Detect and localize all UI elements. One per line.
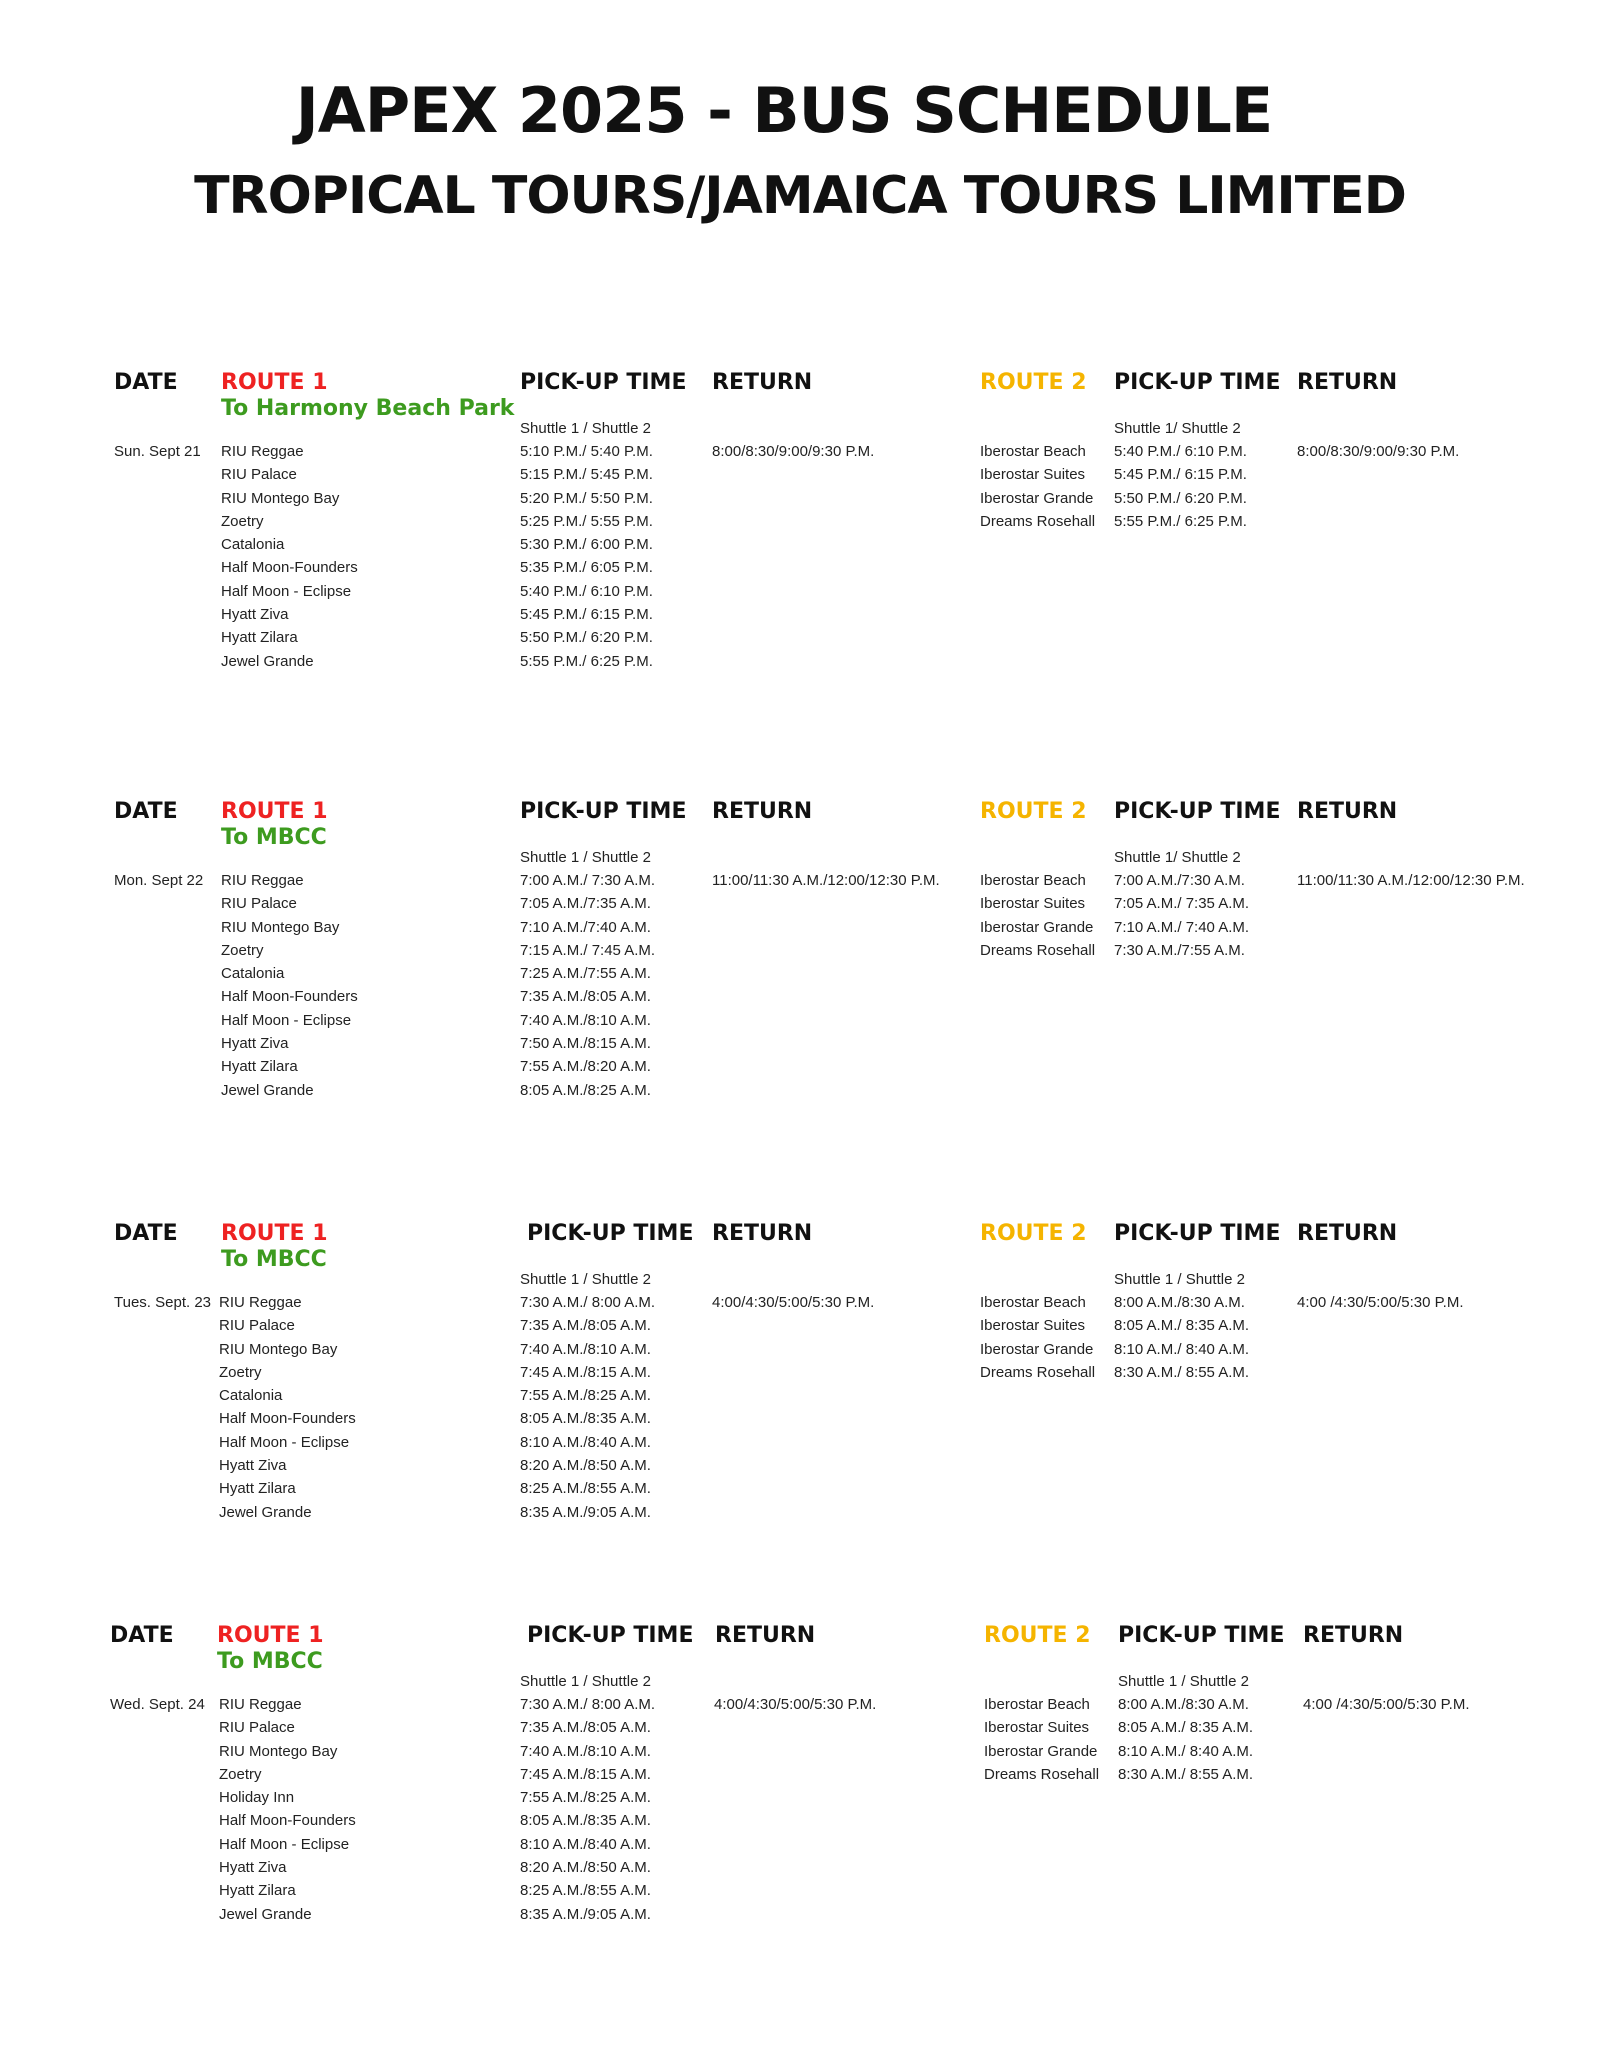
- route1-shuttle-label: Shuttle 1 / Shuttle 2: [520, 849, 651, 866]
- route2-stop-list: [984, 1693, 1099, 1786]
- route1-stop-list: [219, 1291, 356, 1524]
- route1-pickup-time: 8:05 A.M./8:35 A.M.: [520, 1812, 651, 1830]
- route1-pickup-time: 7:40 A.M./8:10 A.M.: [520, 1742, 651, 1760]
- schedule-section: [0, 1617, 1600, 1947]
- route2-pickup-time: 5:40 P.M./ 6:10 P.M.: [1114, 443, 1247, 460]
- route2-pickup-header: PICK-UP TIME: [1118, 1623, 1285, 1648]
- route2-return-times: 8:00/8:30/9:00/9:30 P.M.: [1297, 443, 1460, 460]
- route1-stop: RIU Reggae: [219, 1696, 302, 1713]
- route1-pickup-time: 8:25 A.M./8:55 A.M.: [520, 1882, 651, 1900]
- route2-return-times: 4:00 /4:30/5:00/5:30 P.M.: [1303, 1696, 1470, 1713]
- route1-pickup-header: PICK-UP TIME: [520, 370, 687, 395]
- route1-pickup-time: 7:15 A.M./ 7:45 A.M.: [520, 941, 656, 959]
- route1-stop: Hyatt Zilara: [219, 1480, 296, 1498]
- route1-pickup-time: 5:50 P.M./ 6:20 P.M.: [520, 629, 653, 647]
- route1-stop: RIU Montego Bay: [219, 1340, 338, 1358]
- schedule-section: [0, 1215, 1600, 1545]
- route2-stop: Iberostar Grande: [980, 918, 1094, 936]
- route2-stop: Dreams Rosehall: [980, 1363, 1096, 1381]
- route1-stop: Jewel Grande: [219, 1503, 312, 1521]
- route1-stop: Zoetry: [221, 512, 264, 530]
- route2-return-times: 11:00/11:30 A.M./12:00/12:30 P.M.: [1297, 872, 1525, 889]
- route2-header: ROUTE 2: [984, 1623, 1091, 1648]
- route1-pickup-header: PICK-UP TIME: [527, 1221, 694, 1246]
- route1-stop: RIU Montego Bay: [219, 1742, 338, 1760]
- route1-shuttle-label: Shuttle 1 / Shuttle 2: [520, 1673, 651, 1690]
- route2-return-header: RETURN: [1297, 370, 1398, 395]
- route2-pickup-header: PICK-UP TIME: [1114, 1221, 1281, 1246]
- route2-shuttle-label: Shuttle 1 / Shuttle 2: [1118, 1673, 1249, 1690]
- route1-return-header: RETURN: [712, 1221, 813, 1246]
- route1-stop: Jewel Grande: [219, 1905, 312, 1923]
- route1-header: ROUTE 1: [221, 370, 328, 395]
- route1-header: ROUTE 1: [221, 1221, 328, 1246]
- route1-pickup-time: 7:55 A.M./8:25 A.M.: [520, 1387, 651, 1405]
- route2-pickup-time: 5:55 P.M./ 6:25 P.M.: [1114, 512, 1247, 530]
- route1-pickup-header: PICK-UP TIME: [527, 1623, 694, 1648]
- route1-stop: RIU Palace: [221, 466, 297, 484]
- route1-time-list: [520, 1693, 655, 1926]
- route1-stop: Hyatt Zilara: [221, 629, 298, 647]
- route1-stop-list: [219, 1693, 356, 1926]
- route1-stop: Half Moon-Founders: [221, 559, 358, 577]
- route2-time-list: [1114, 440, 1247, 533]
- route1-return-header: RETURN: [712, 370, 813, 395]
- route1-stop: RIU Reggae: [221, 872, 304, 889]
- route1-stop: Catalonia: [219, 1387, 283, 1405]
- route2-stop: Iberostar Grande: [984, 1742, 1098, 1760]
- route1-stop: Hyatt Ziva: [221, 606, 289, 624]
- route1-pickup-time: 7:30 A.M./ 8:00 A.M.: [520, 1294, 656, 1311]
- route2-pickup-time: 8:00 A.M./8:30 A.M.: [1118, 1696, 1249, 1713]
- route1-pickup-time: 7:40 A.M./8:10 A.M.: [520, 1340, 651, 1358]
- date-header: DATE: [114, 1221, 178, 1246]
- route1-pickup-time: 7:05 A.M./7:35 A.M.: [520, 895, 651, 913]
- route1-stop: Hyatt Zilara: [219, 1882, 296, 1900]
- route1-stop: Half Moon-Founders: [219, 1812, 356, 1830]
- route2-stop: Iberostar Suites: [980, 895, 1086, 913]
- route2-pickup-time: 5:45 P.M./ 6:15 P.M.: [1114, 466, 1247, 484]
- route1-shuttle-label: Shuttle 1 / Shuttle 2: [520, 1271, 651, 1288]
- route1-pickup-time: 5:35 P.M./ 6:05 P.M.: [520, 559, 653, 577]
- route1-stop: Half Moon - Eclipse: [221, 582, 352, 600]
- route1-pickup-time: 7:45 A.M./8:15 A.M.: [520, 1363, 651, 1381]
- route1-pickup-time: 8:10 A.M./8:40 A.M.: [520, 1835, 651, 1853]
- route1-pickup-time: 7:55 A.M./8:25 A.M.: [520, 1789, 651, 1807]
- route1-return-times: 11:00/11:30 A.M./12:00/12:30 P.M.: [712, 872, 940, 889]
- route2-return-header: RETURN: [1297, 799, 1398, 824]
- schedule-section: [0, 793, 1600, 1123]
- route1-stop: Half Moon-Founders: [221, 988, 358, 1006]
- route1-stop: Jewel Grande: [221, 1081, 314, 1099]
- route1-stop: Zoetry: [219, 1765, 262, 1783]
- route2-pickup-time: 8:05 A.M./ 8:35 A.M.: [1114, 1317, 1250, 1335]
- route2-stop: Iberostar Beach: [980, 443, 1086, 460]
- route1-pickup-time: 8:20 A.M./8:50 A.M.: [520, 1859, 651, 1877]
- route2-pickup-time: 7:00 A.M./7:30 A.M.: [1114, 872, 1245, 889]
- route1-stop-list: [221, 869, 358, 1102]
- route1-pickup-time: 5:20 P.M./ 5:50 P.M.: [520, 489, 653, 507]
- route1-pickup-time: 7:35 A.M./8:05 A.M.: [520, 1317, 651, 1335]
- route2-pickup-time: 8:05 A.M./ 8:35 A.M.: [1118, 1719, 1254, 1737]
- route2-pickup-header: PICK-UP TIME: [1114, 799, 1281, 824]
- route1-pickup-time: 8:05 A.M./8:35 A.M.: [520, 1410, 651, 1428]
- route2-shuttle-label: Shuttle 1 / Shuttle 2: [1114, 1271, 1245, 1288]
- route1-pickup-time: 5:30 P.M./ 6:00 P.M.: [520, 536, 653, 554]
- route1-stop: RIU Reggae: [221, 443, 304, 460]
- route2-stop: Iberostar Beach: [980, 872, 1086, 889]
- route2-time-list: [1114, 1291, 1249, 1384]
- route1-stop: Catalonia: [221, 536, 285, 554]
- route1-stop: Half Moon - Eclipse: [219, 1433, 350, 1451]
- route2-stop: Dreams Rosehall: [980, 512, 1096, 530]
- route1-stop: Jewel Grande: [221, 652, 314, 670]
- date-value: Wed. Sept. 24: [110, 1696, 205, 1713]
- route2-stop: Iberostar Grande: [980, 1340, 1094, 1358]
- route1-pickup-time: 7:45 A.M./8:15 A.M.: [520, 1765, 651, 1783]
- route1-pickup-time: 7:55 A.M./8:20 A.M.: [520, 1058, 651, 1076]
- route2-stop: Iberostar Suites: [984, 1719, 1090, 1737]
- route1-stop: RIU Reggae: [219, 1294, 302, 1311]
- date-value: Mon. Sept 22: [114, 872, 204, 889]
- route1-pickup-time: 5:40 P.M./ 6:10 P.M.: [520, 582, 653, 600]
- route1-stop: RIU Palace: [221, 895, 297, 913]
- schedule-section: [0, 364, 1600, 694]
- route1-return-times: 8:00/8:30/9:00/9:30 P.M.: [712, 443, 875, 460]
- route1-stop: RIU Palace: [219, 1317, 295, 1335]
- route2-stop: Iberostar Grande: [980, 489, 1094, 507]
- route1-pickup-time: 7:40 A.M./8:10 A.M.: [520, 1011, 651, 1029]
- route1-stop: Zoetry: [221, 941, 264, 959]
- route2-stop: Dreams Rosehall: [984, 1765, 1100, 1783]
- route1-pickup-time: 7:10 A.M./7:40 A.M.: [520, 918, 651, 936]
- route1-return-times: 4:00/4:30/5:00/5:30 P.M.: [712, 1294, 875, 1311]
- route2-pickup-time: 7:30 A.M./7:55 A.M.: [1114, 941, 1245, 959]
- route2-pickup-time: 7:05 A.M./ 7:35 A.M.: [1114, 895, 1250, 913]
- route2-pickup-time: 8:30 A.M./ 8:55 A.M.: [1114, 1363, 1250, 1381]
- route1-pickup-time: 7:00 A.M./ 7:30 A.M.: [520, 872, 656, 889]
- route1-pickup-time: 8:10 A.M./8:40 A.M.: [520, 1433, 651, 1451]
- route1-pickup-time: 8:20 A.M./8:50 A.M.: [520, 1457, 651, 1475]
- route1-pickup-time: 7:25 A.M./7:55 A.M.: [520, 965, 651, 983]
- route1-return-header: RETURN: [715, 1623, 816, 1648]
- route1-stop: Hyatt Ziva: [221, 1035, 289, 1053]
- route2-header: ROUTE 2: [980, 1221, 1087, 1246]
- route1-stop: Half Moon-Founders: [219, 1410, 356, 1428]
- route1-header: ROUTE 1: [217, 1623, 324, 1648]
- route1-time-list: [520, 1291, 655, 1524]
- route1-stop: RIU Montego Bay: [221, 918, 340, 936]
- route1-pickup-time: 5:10 P.M./ 5:40 P.M.: [520, 443, 653, 460]
- route1-pickup-time: 5:15 P.M./ 5:45 P.M.: [520, 466, 653, 484]
- route2-return-times: 4:00 /4:30/5:00/5:30 P.M.: [1297, 1294, 1464, 1311]
- route2-pickup-time: 8:00 A.M./8:30 A.M.: [1114, 1294, 1245, 1311]
- route2-stop: Dreams Rosehall: [980, 941, 1096, 959]
- date-value: Tues. Sept. 23: [114, 1294, 212, 1311]
- route1-stop-list: [221, 440, 358, 673]
- route1-pickup-time: 7:35 A.M./8:05 A.M.: [520, 988, 651, 1006]
- route1-header: ROUTE 1: [221, 799, 328, 824]
- route2-stop-list: [980, 440, 1095, 533]
- route1-stop: Hyatt Zilara: [221, 1058, 298, 1076]
- route2-shuttle-label: Shuttle 1/ Shuttle 2: [1114, 420, 1241, 437]
- route2-header: ROUTE 2: [980, 799, 1087, 824]
- route1-pickup-time: 8:35 A.M./9:05 A.M.: [520, 1503, 651, 1521]
- route1-pickup-time: 7:50 A.M./8:15 A.M.: [520, 1035, 651, 1053]
- date-header: DATE: [110, 1623, 174, 1648]
- route2-shuttle-label: Shuttle 1/ Shuttle 2: [1114, 849, 1241, 866]
- route2-pickup-time: 5:50 P.M./ 6:20 P.M.: [1114, 489, 1247, 507]
- route1-time-list: [520, 440, 653, 673]
- route1-shuttle-label: Shuttle 1 / Shuttle 2: [520, 420, 651, 437]
- destination-label: To Harmony Beach Park: [221, 396, 515, 421]
- route2-stop: Iberostar Beach: [980, 1294, 1086, 1311]
- date-header: DATE: [114, 370, 178, 395]
- route2-pickup-time: 8:30 A.M./ 8:55 A.M.: [1118, 1765, 1254, 1783]
- route1-stop: Zoetry: [219, 1363, 262, 1381]
- route2-pickup-header: PICK-UP TIME: [1114, 370, 1281, 395]
- date-header: DATE: [114, 799, 178, 824]
- route2-pickup-time: 8:10 A.M./ 8:40 A.M.: [1114, 1340, 1250, 1358]
- route2-stop-list: [980, 1291, 1095, 1384]
- route2-return-header: RETURN: [1303, 1623, 1404, 1648]
- route1-stop: Hyatt Ziva: [219, 1859, 287, 1877]
- route1-pickup-time: 7:35 A.M./8:05 A.M.: [520, 1719, 651, 1737]
- route1-return-header: RETURN: [712, 799, 813, 824]
- route1-stop: Half Moon - Eclipse: [219, 1835, 350, 1853]
- page-subtitle: TROPICAL TOURS/JAMAICA TOURS LIMITED: [194, 166, 1406, 226]
- date-value: Sun. Sept 21: [114, 443, 201, 460]
- route2-return-header: RETURN: [1297, 1221, 1398, 1246]
- route2-stop: Iberostar Beach: [984, 1696, 1090, 1713]
- route1-time-list: [520, 869, 655, 1102]
- route1-pickup-time: 5:55 P.M./ 6:25 P.M.: [520, 652, 653, 670]
- route1-stop: Holiday Inn: [219, 1789, 295, 1807]
- destination-label: To MBCC: [221, 1247, 327, 1272]
- route2-pickup-time: 7:10 A.M./ 7:40 A.M.: [1114, 918, 1250, 936]
- route1-stop: Catalonia: [221, 965, 285, 983]
- route2-stop: Iberostar Suites: [980, 1317, 1086, 1335]
- route1-stop: Half Moon - Eclipse: [221, 1011, 352, 1029]
- route2-time-list: [1114, 869, 1249, 962]
- route2-pickup-time: 8:10 A.M./ 8:40 A.M.: [1118, 1742, 1254, 1760]
- route1-pickup-time: 8:05 A.M./8:25 A.M.: [520, 1081, 651, 1099]
- route2-time-list: [1118, 1693, 1253, 1786]
- page-title: JAPEX 2025 - BUS SCHEDULE: [295, 74, 1273, 147]
- route1-stop: RIU Palace: [219, 1719, 295, 1737]
- destination-label: To MBCC: [221, 825, 327, 850]
- route1-pickup-time: 8:35 A.M./9:05 A.M.: [520, 1905, 651, 1923]
- route1-stop: RIU Montego Bay: [221, 489, 340, 507]
- route2-stop-list: [980, 869, 1095, 962]
- route1-pickup-time: 8:25 A.M./8:55 A.M.: [520, 1480, 651, 1498]
- route2-stop: Iberostar Suites: [980, 466, 1086, 484]
- route1-pickup-time: 5:25 P.M./ 5:55 P.M.: [520, 512, 653, 530]
- route1-pickup-time: 7:30 A.M./ 8:00 A.M.: [520, 1696, 656, 1713]
- route1-pickup-header: PICK-UP TIME: [520, 799, 687, 824]
- route1-stop: Hyatt Ziva: [219, 1457, 287, 1475]
- destination-label: To MBCC: [217, 1649, 323, 1674]
- route2-header: ROUTE 2: [980, 370, 1087, 395]
- route1-pickup-time: 5:45 P.M./ 6:15 P.M.: [520, 606, 653, 624]
- route1-return-times: 4:00/4:30/5:00/5:30 P.M.: [714, 1696, 877, 1713]
